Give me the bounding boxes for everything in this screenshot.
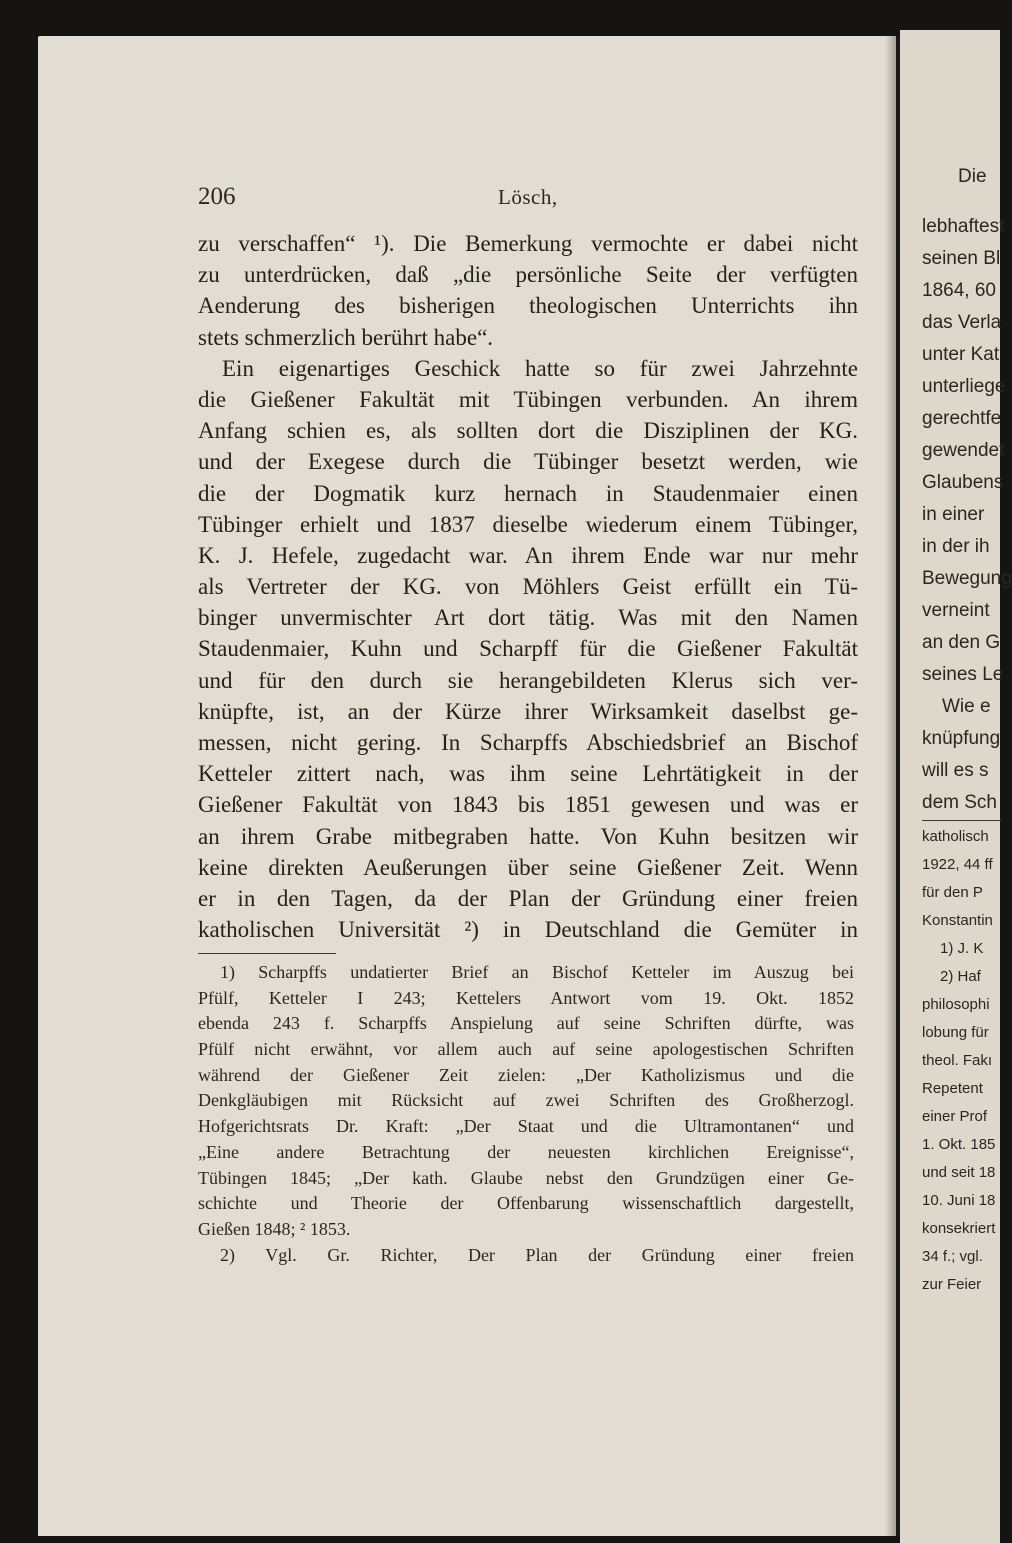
body-line: und der Exegese durch die Tübinger besetzt werden, wie: [198, 449, 858, 475]
page-header: [198, 183, 858, 219]
right-page-footnote-line: 10. Juni 18: [922, 1192, 996, 1209]
right-page-line: Glaubens: [922, 472, 1004, 493]
footnote-line: Denkgläubigen mit Rücksicht auf zwei Schriften des Großherzogl.: [198, 1090, 854, 1111]
body-line: Ein eigenartiges Geschick hatte so für zwei Jahrzehnte: [222, 355, 858, 381]
right-page-footnote-line: einer Prof: [922, 1108, 988, 1125]
footnote-line: Pfülf, Ketteler I 243; Kettelers Antwort vom 19. Okt. 1852: [198, 987, 854, 1008]
footnote-line: schichte und Theorie der Offenbarung wissenschaftlich dargestellt,: [198, 1193, 854, 1214]
body-line: Aenderung des bisherigen theologischen Unterrichts ihn: [198, 293, 858, 319]
right-page-line: Wie e: [942, 696, 991, 717]
body-line: Staudenmaier, Kuhn und Scharpff für die Gießener Fakultät: [198, 636, 858, 662]
right-page-line: unterliege: [922, 376, 1006, 397]
right-page-line: lebhaftest: [922, 216, 1005, 237]
right-page-footnote-line: Repetent: [922, 1080, 983, 1097]
body-line: Ketteler zittert nach, was ihm seine Lehrtätigkeit in der: [198, 761, 858, 787]
right-page-footnote-rule: [922, 820, 1002, 821]
body-line: Gießener Fakultät von 1843 bis 1851 gewesen und was er: [198, 792, 858, 818]
right-page-line: Bewegung: [922, 568, 1012, 589]
right-page-footnote-line: philosophi: [922, 996, 990, 1013]
footnote-line: 2) Vgl. Gr. Richter, Der Plan der Gründung einer freien: [220, 1244, 854, 1265]
right-page-line: dem Sch: [922, 792, 997, 813]
body-line: knüpfte, ist, an der Kürze ihrer Wirksamkeit daselbst ge-: [198, 698, 858, 724]
right-page-footnote-line: lobung für: [922, 1024, 989, 1041]
body-line: Tübinger erhielt und 1837 dieselbe wiederum einem Tübinger,: [198, 511, 858, 537]
right-page-footnote-line: 2) Haf: [940, 968, 981, 985]
right-page-line: an den G: [922, 632, 1001, 653]
body-line: an ihrem Grabe mitbegraben hatte. Von Kuhn besitzen wir: [198, 823, 858, 849]
body-line: als Vertreter der KG. von Möhlers Geist erfüllt ein Tü-: [198, 574, 858, 600]
right-page-line: seinen Bl: [922, 248, 1001, 269]
right-page-line: seines Le: [922, 664, 1004, 685]
right-page-line: unter Kat: [922, 344, 1000, 365]
body-line: er in den Tagen, da der Plan der Gründung einer freien: [198, 885, 858, 911]
footnote-line: Hofgerichtsrats Dr. Kraft: „Der Staat und die Ultramontanen“ und: [198, 1116, 854, 1137]
right-page-footnote-line: für den P: [922, 884, 983, 901]
body-line: K. J. Hefele, zugedacht war. An ihrem Ende war nur mehr: [198, 542, 858, 568]
right-page-footnote-line: 1) J. K: [940, 940, 984, 957]
footnote-line: während der Gießener Zeit zielen: „Der Katholizismus und die: [198, 1064, 854, 1085]
footnote-line: Tübingen 1845; „Der kath. Glaube nebst den Grundzügen einer Ge-: [198, 1167, 854, 1188]
right-page-footnote-line: zur Feier: [922, 1276, 982, 1293]
body-line: zu unterdrücken, daß „die persönliche Seite der verfügten: [198, 262, 858, 288]
right-page-line: das Verla: [922, 312, 1002, 333]
right-page-line: gewendet: [922, 440, 1005, 461]
page-number: 206: [198, 183, 236, 210]
right-page-line: will es s: [922, 760, 989, 781]
right-page-line: verneint: [922, 600, 990, 621]
right-page: [900, 30, 1012, 1543]
footnote-line: 1) Scharpffs undatierter Brief an Bischof Ketteler im Auszug bei: [220, 962, 854, 982]
body-line: messen, nicht gering. In Scharpffs Abschiedsbrief an Bischof: [198, 730, 858, 755]
right-page-footnote-line: theol. Fakı: [922, 1052, 993, 1069]
body-line: keine direkten Aeußerungen über seine Gießener Zeit. Wenn: [198, 854, 858, 880]
right-page-header: Die: [958, 166, 987, 187]
body-line: die Gießener Fakultät mit Tübingen verbunden. An ihrem: [198, 386, 858, 412]
running-title: Lösch,: [498, 185, 558, 209]
body-text: [198, 228, 858, 945]
footnote-rule: [198, 953, 336, 954]
body-line: stets schmerzlich berührt habe“.: [198, 324, 494, 350]
right-page-line: in einer: [922, 504, 985, 525]
footnote-line: Gießen 1848; ² 1853.: [198, 1218, 351, 1239]
right-page-footnote-line: 1. Okt. 185: [922, 1136, 996, 1153]
body-line: zu verschaffen“ ¹). Die Bemerkung vermochte er dabei nicht: [198, 231, 858, 256]
right-page-footnote-line: konsekriert: [922, 1220, 996, 1237]
right-page-footnote-line: 34 f.; vgl.: [922, 1248, 983, 1265]
footnotes: [198, 960, 854, 1268]
right-page-line: gerechtfe: [922, 408, 1002, 429]
right-page-line: in der ih: [922, 536, 990, 557]
body-line: binger unvermischter Art dort tätig. Was mit den Namen: [198, 605, 858, 631]
body-line: katholischen Universität ²) in Deutschland die Gemüter in: [198, 917, 858, 943]
body-line: und für den durch sie herangebildeten Klerus sich ver-: [198, 667, 858, 693]
right-page-line: 1864, 60: [922, 280, 996, 301]
footnote-line: ebenda 243 f. Scharpffs Anspielung auf seine Schriften dürfte, was: [198, 1013, 854, 1034]
footnote-line: Pfülf nicht erwähnt, vor allem auch auf seine apologestischen Schriften: [198, 1039, 854, 1060]
right-page-line: knüpfung: [922, 728, 1001, 749]
body-line: Anfang schien es, als sollten dort die Disziplinen der KG.: [198, 418, 858, 444]
body-line: die der Dogmatik kurz hernach in Staudenmaier einen: [198, 480, 858, 506]
right-page-footnote-line: katholisch: [922, 828, 989, 845]
footnote-line: „Eine andere Betrachtung der neuesten kirchlichen Ereignisse“,: [198, 1141, 854, 1162]
right-page-footnote-line: 1922, 44 ff: [922, 856, 993, 873]
right-page-footnote-line: und seit 18: [922, 1164, 996, 1181]
right-page-footnote-line: Konstantin: [922, 912, 993, 929]
